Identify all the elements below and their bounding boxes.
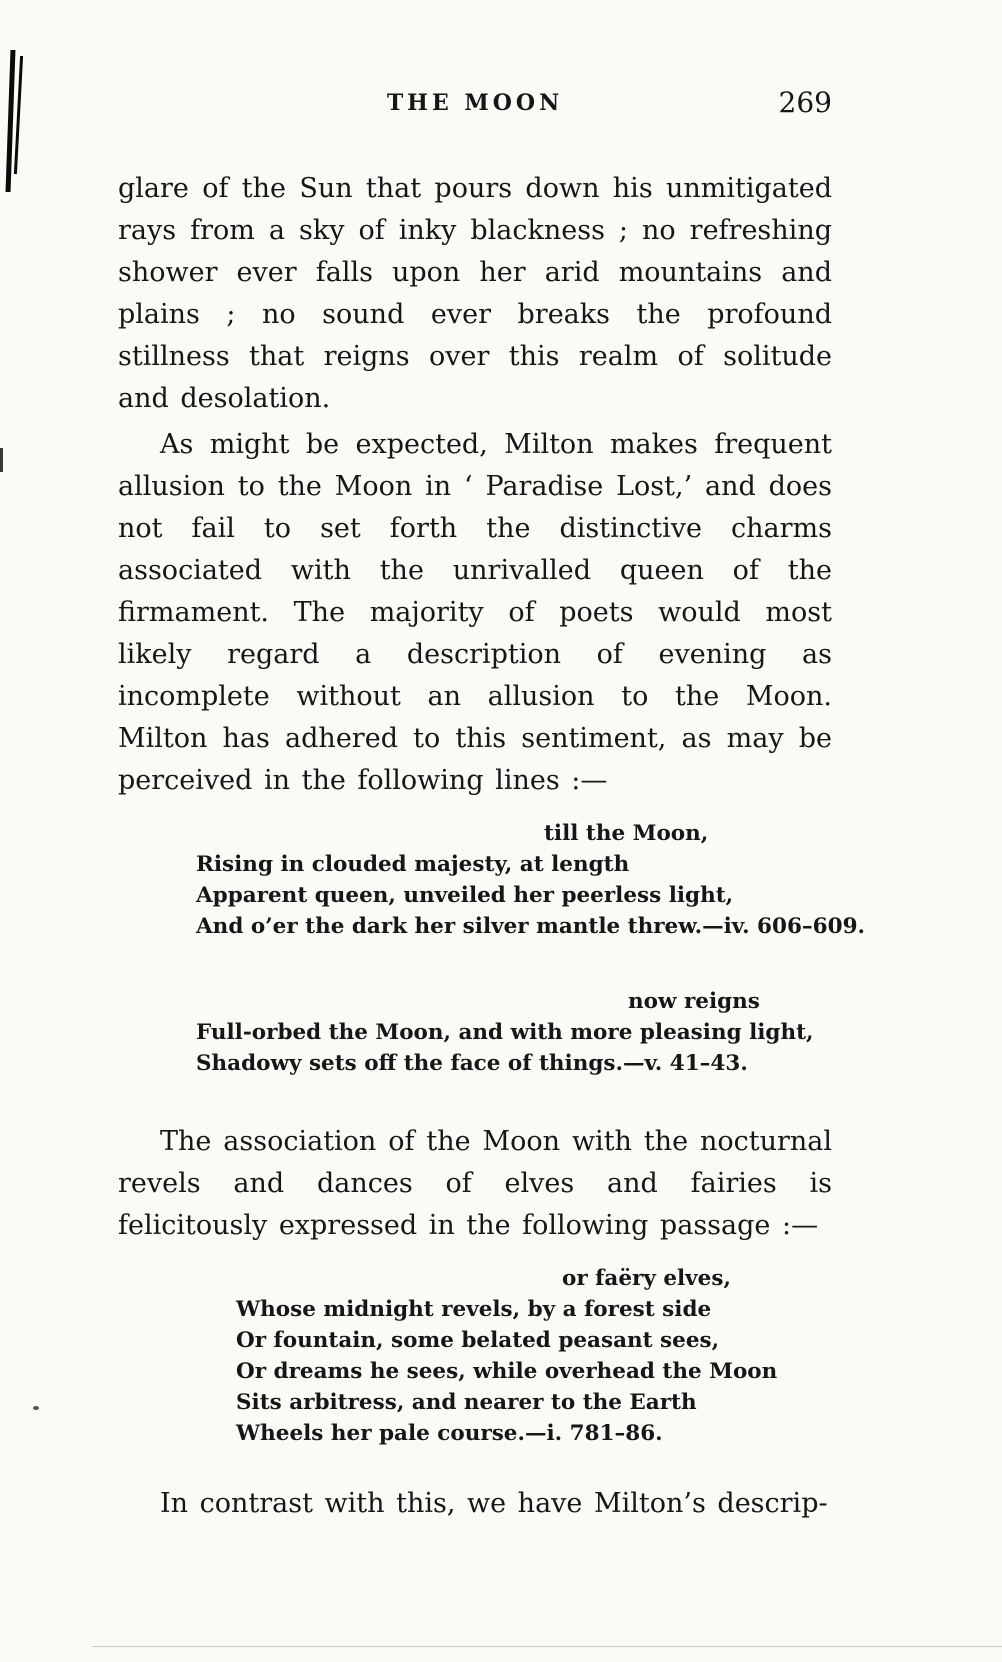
scan-speck: [33, 1406, 39, 1410]
verse-line: Apparent queen, unveiled her peerless light,: [196, 883, 734, 908]
verse-line: Rising in clouded majesty, at length: [196, 852, 630, 877]
scan-speck: [0, 448, 3, 472]
verse-line: Sits arbitress, and nearer to the Earth: [236, 1390, 697, 1415]
verse-line: Or dreams he sees, while overhead the Moon: [236, 1359, 778, 1384]
verse-quote: [196, 986, 832, 1079]
page-body: [118, 168, 866, 1525]
running-title: THE MOON: [386, 90, 564, 116]
verse-line: Or fountain, some belated peasant sees,: [236, 1328, 720, 1353]
verse-quote: [236, 1263, 832, 1449]
paragraph: The association of the Moon with the nocturnal revels and dances of elves and fairies is felicitously expressed in the following passage :—: [118, 1126, 832, 1241]
verse-line: Shadowy sets off the face of things.—v. 41–43.: [196, 1051, 748, 1076]
verse-line: Whose midnight revels, by a forest side: [236, 1297, 712, 1322]
page-header: [118, 86, 832, 126]
paragraph: As might be expected, Milton makes frequent allusion to the Moon in ‘ Paradise Lost,’ and does not fail to set forth the distinctive charms associated with the unrivalled queen of the firmament. The majority of poets would most likely regard a description of evening as incomplete without an allusion to the Moon. Milton has adhered to this sentiment, as may be perceived in the following lines :—: [118, 429, 832, 796]
verse-line: Wheels her pale course.—i. 781–86.: [236, 1421, 663, 1446]
verse-intro: till the Moon,: [544, 821, 709, 846]
verse-intro: now reigns: [628, 989, 760, 1014]
scan-binding-mark: [14, 56, 23, 174]
paragraph: glare of the Sun that pours down his unmitigated rays from a sky of inky blackness ; no refreshing shower ever falls upon her arid mountains and plains ; no sound ever breaks the profound stillness that reigns over this realm of solitude and desolation.: [118, 173, 832, 414]
page-number: 269: [778, 86, 832, 119]
scan-edge-line: [92, 1646, 1002, 1647]
verse-line: Full-orbed the Moon, and with more pleasing light,: [196, 1020, 814, 1045]
verse-quote: [196, 818, 866, 942]
paragraph: In contrast with this, we have Milton’s descrip-: [160, 1488, 828, 1519]
verse-line: And o’er the dark her silver mantle threw.—iv. 606–609.: [196, 914, 866, 939]
verse-intro: or faëry elves,: [562, 1266, 731, 1291]
